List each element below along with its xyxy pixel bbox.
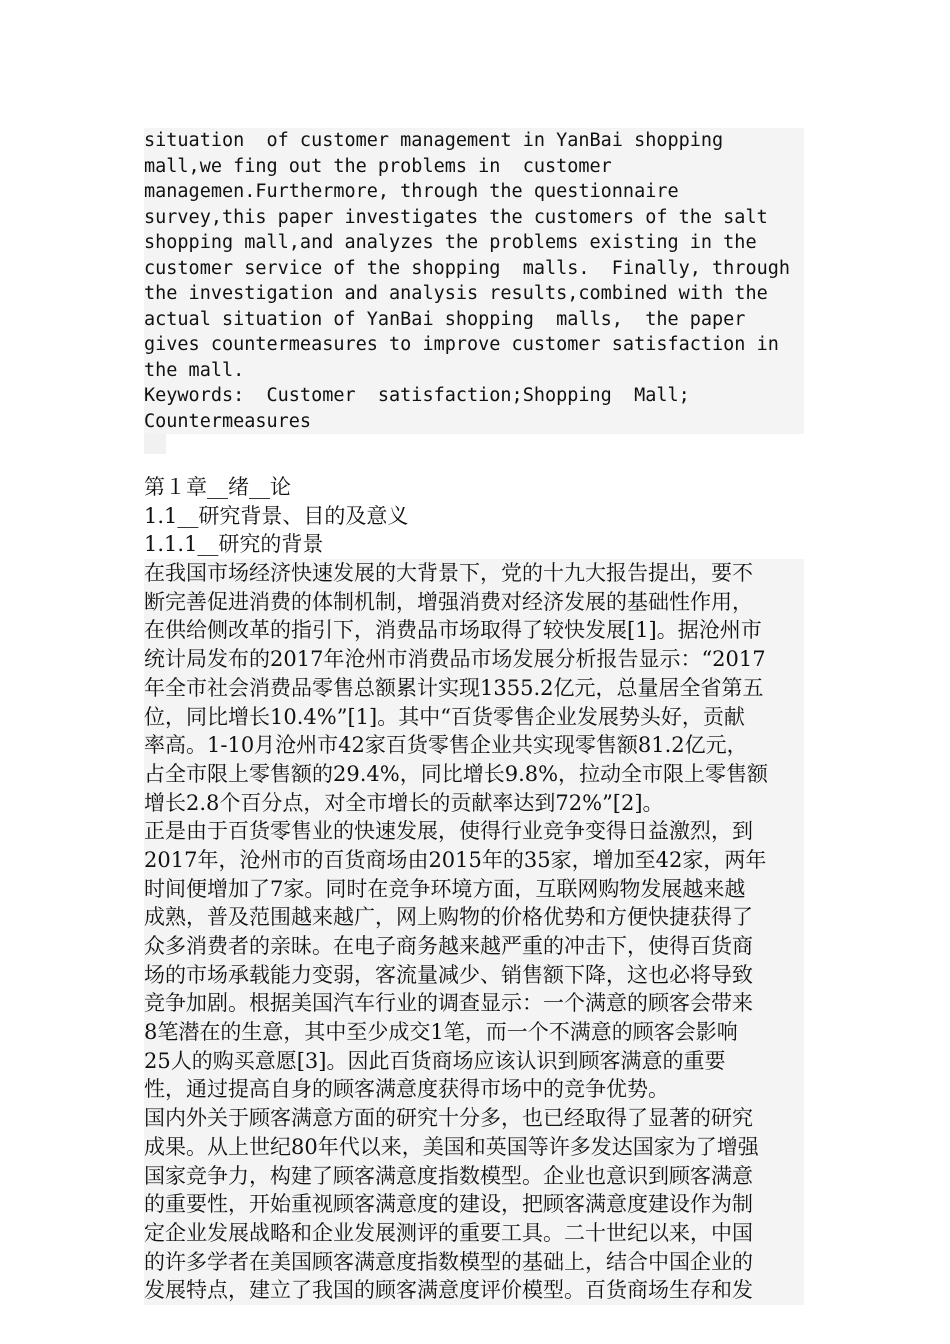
abstract-line: the investigation and analysis results,combined with the [144,281,804,307]
body-line: 的重要性，开始重视顾客满意度的建设，把顾客满意度建设作为制 [144,1190,804,1219]
body-line: 成果。从上世纪80年代以来，美国和英国等许多发达国家为了增强 [144,1133,804,1162]
body-line: 2017年，沧州市的百货商场由2015年的35家，增加至42家，两年 [144,846,804,875]
body-line: 占全市限上零售额的29.4%，同比增长9.8%，拉动全市限上零售额 [144,760,804,789]
body-line: 性，通过提高自身的顾客满意度获得市场中的竞争优势。 [144,1075,804,1104]
body-line: 的许多学者在美国顾客满意度指数模型的基础上，结合中国企业的 [144,1248,804,1277]
body-line: 25人的购买意愿[3]。因此百货商场应该认识到顾客满意的重要 [144,1047,804,1076]
chapter-headings [144,473,804,559]
body-line: 场的市场承载能力变弱，客流量减少、销售额下降，这也必将导致 [144,961,804,990]
body-line: 在供给侧改革的指引下，消费品市场取得了较快发展[1]。据沧州市 [144,616,804,645]
body-line: 统计局发布的2017年沧州市消费品市场发展分析报告显示：“2017 [144,645,804,674]
body-line: 众多消费者的亲昧。在电子商务越来越严重的冲击下，使得百货商 [144,932,804,961]
body-line: 8笔潜在的生意，其中至少成交1笔，而一个不满意的顾客会影响 [144,1018,804,1047]
body-line: 发展特点，建立了我国的顾客满意度评价模型。百货商场生存和发 [144,1276,804,1305]
section-gap [144,454,804,473]
chapter-body-text [144,559,804,1305]
body-line: 正是由于百货零售业的快速发展，使得行业竞争变得日益激烈，到 [144,817,804,846]
body-line: 在我国市场经济快速发展的大背景下，党的十九大报告提出，要不 [144,559,804,588]
english-abstract [144,128,804,454]
body-line: 定企业发展战略和企业发展测评的重要工具。二十世纪以来，中国 [144,1219,804,1248]
body-line: 成熟，普及范围越来越广，网上购物的价格优势和方便快捷获得了 [144,903,804,932]
body-line: 年全市社会消费品零售总额累计实现1355.2亿元，总量居全省第五 [144,674,804,703]
abstract-line: the mall. [144,358,804,384]
subsection-heading: 1.1.1__研究的背景 [144,532,324,557]
abstract-line: situation of customer management in YanBai shopping [144,128,804,154]
abstract-line: actual situation of YanBai shopping malls, the paper [144,307,804,333]
document-body [144,128,804,1305]
body-line: 率高。1-10月沧州市42家百货零售企业共实现零售额81.2亿元， [144,731,804,760]
abstract-line: customer service of the shopping malls. Finally, through [144,256,804,282]
empty-paragraph-mark [144,434,166,454]
body-line: 位，同比增长10.4%”[1]。其中“百货零售企业发展势头好，贡献 [144,703,804,732]
body-line: 增长2.8个百分点，对全市增长的贡献率达到72%”[2]。 [144,789,804,818]
abstract-line: managemen.Furthermore, through the questionnaire [144,179,804,205]
body-line: 国家竞争力，构建了顾客满意度指数模型。企业也意识到顾客满意 [144,1162,804,1191]
abstract-line: mall,we fing out the problems in customer [144,154,804,180]
keywords-line: Keywords: Customer satisfaction;Shopping Mall; [144,383,804,409]
chapter-title: 第１章__绪__论 [144,475,291,499]
body-line: 国内外关于顾客满意方面的研究十分多，也已经取得了显著的研究 [144,1104,804,1133]
body-line: 时间便增加了7家。同时在竞争环境方面，互联网购物发展越来越 [144,875,804,904]
abstract-line: gives countermeasures to improve customer satisfaction in [144,332,804,358]
abstract-line: shopping mall,and analyzes the problems existing in the [144,230,804,256]
keywords-line: Countermeasures [144,409,804,435]
section-heading: 1.1__研究背景、目的及意义 [144,503,409,528]
body-line: 竞争加剧。根据美国汽车行业的调查显示：一个满意的顾客会带来 [144,989,804,1018]
abstract-line: survey,this paper investigates the customers of the salt [144,205,804,231]
body-line: 断完善促进消费的体制机制，增强消费对经济发展的基础性作用， [144,588,804,617]
